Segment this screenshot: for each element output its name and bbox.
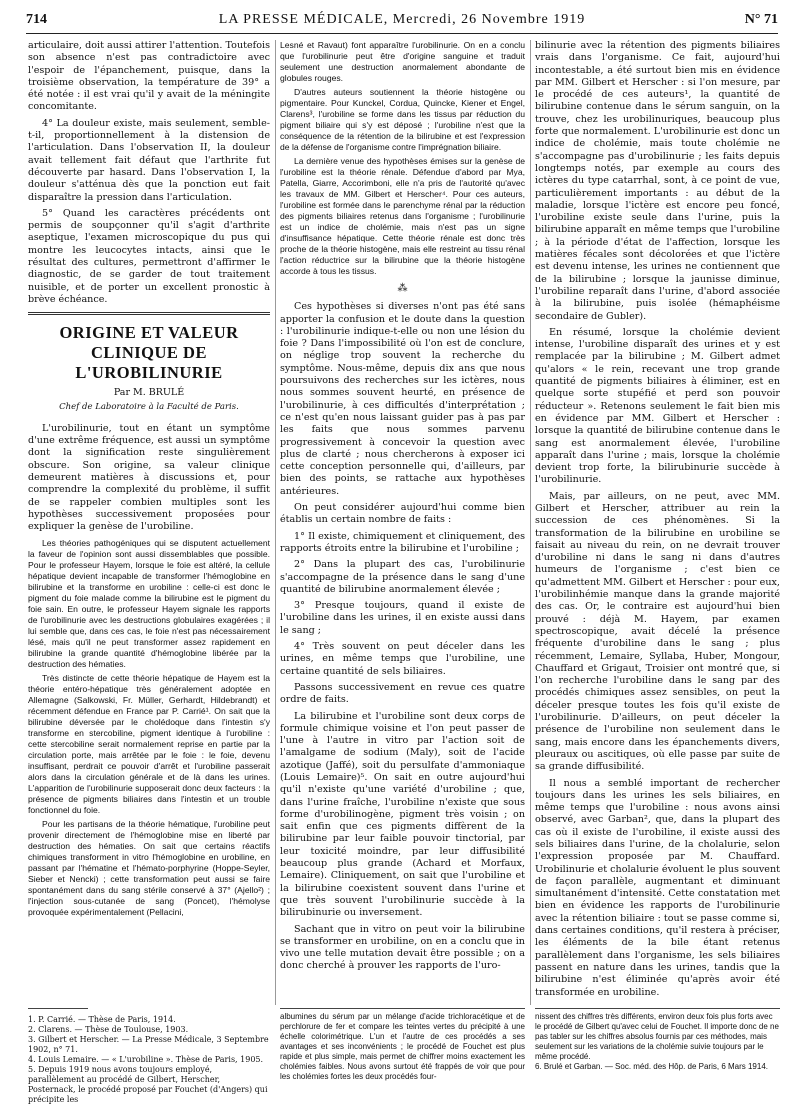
paragraph: Pour les partisans de la théorie hématique, l'urobiline peut provenir directement de l'hémoglobine mise en liberté par destruction des hématies. On sait que certains réactifs chimiques transforment in vitro l'hémoglobine en urobiline, en passant par l'hématine et l'hémato-porphyrine (Hoppe-Seyler, Sieber et Nencki) ; cette transformation peut aussi se faire spontanément dans du sang stérile conservé à 37° (Ajello²) ; l'injection sous-cutanée de sang (Poncet), l'hémolyse provoquée expérimentalement (Pellacini, <box>28 818 270 917</box>
footnotes-column-1 <box>28 1015 270 1105</box>
paragraph: articulaire, doit aussi attirer l'attention. Toutefois son absence n'est pas contradictoire avec l'espoir de l'épanchement, puisque, dans la troisième observation, la température de 39° a été notée : il est vrai qu'il y avait de la méningite concomitante. <box>28 40 270 113</box>
footnote: nissent des chiffres très différents, environ deux fois plus forts avec le procédé de Gilbert qu'avec celui de Fouchet. Il importe donc de ne pas tabler sur les chiffres absolus fournis par ces méthodes, mais seulement sur les variations de la cholémie suivie toujours par le même procédé. <box>535 1012 779 1061</box>
paragraph: On peut considérer aujourd'hui comme bien établis un certain nombre de faits : <box>280 502 525 526</box>
paragraph: La bilirubine et l'urobiline sont deux corps de formule chimique voisine et l'on peut passer de l'une à l'autre in vitro par l'action soit de l'amalgame de sodium (Maly), soit de l'acide azotique (Jaffé), soit du persulfate d'ammoniaque (Louis Lemaire)⁵. On sait en outre aujourd'hui qu'il n'existe qu'une variété d'urobiline ; que, dans l'urine fraîche, l'urobiline n'existe que sous forme d'urobilinogène, pigment très voisin ; on sait enfin que ces pigments diffèrent de la bilirubine par leur faible pouvoir tinctorial, par leur toxicité moindre, par leur diffusibilité beaucoup plus grande (Achard et Morfaux, Lemaire). Cliniquement, on sait que l'urobiline et la bilirubine coexistent souvent dans l'urine et que très souvent l'urobilinurie succède à la bilirubinurie ou inversement. <box>280 710 525 919</box>
paragraph: Mais, par ailleurs, on ne peut, avec MM. Gilbert et Herscher, attribuer au rein la succession de ces phénomènes. Si la transformation de la bilirubine en urobiline se faisait au niveau du rein, on ne devrait trouver d'urobiline ni dans le sang ni dans d'autres humeurs de l'organisme ; c'est bien ce qu'admettent MM. Gilbert et Herscher : pour eux, l'urobilinhémie manque dans la grande majorité des cas. Or, le contraire est aujourd'hui bien prouvé : déjà M. Hayem, par examen spectroscopique, avait décelé la présence fréquente d'urobiline dans le sang ; plus récemment, Lemaire, Syllaba, Huber, Mongour, Chauffard et Grigaut, Troisier ont montré que, si l'on recherche l'urobiline dans le sang par des procédés chimiques assez sensibles, on peut la déceler presque toutes les fois qu'il existe de l'urobilinurie. D'ailleurs, on peut déceler la présence de l'urobiline non seulement dans le sang, mais encore dans les épanchements divers, pleuraux ou ascitiques, où elle passe par suite de sa grande diffusibilité. <box>535 490 780 773</box>
article-author: Par M. BRULÉ <box>113 387 185 399</box>
column-1 <box>28 40 270 921</box>
footnote-rule <box>280 1008 525 1009</box>
list-item: 3° Presque toujours, quand il existe de l'urobiline dans les urines, il en existe aussi dans le sang ; <box>280 600 525 636</box>
paragraph: D'autres auteurs soutiennent la théorie histogène ou pigmentaire. Pour Kunckel, Cordua, Quincke, Kiener et Engel, Clarens³, l'urobiline se forme dans les tissus par réduction du pigment biliaire qui s'y est déposé ; l'urobiline n'est que la conséquence de la rétention de la bilirubine et est l'expression de la défense de l'organisme contre l'imprégnation biliaire. <box>280 87 525 152</box>
journal-title: LA PRESSE MÉDICALE, Mercredi, 26 Novembre 1919 <box>218 12 586 27</box>
issue-number: N° 71 <box>744 12 778 27</box>
paragraph: bilinurie avec la rétention des pigments biliaires vrais dans l'organisme. Ce fait, aujourd'hui incontestable, a été surtout bien mis en évidence par MM. Gilbert et Herscher : si l'on mesure, par le procédé de ces auteurs¹, la quantité de bilirubine contenue dans le sérum sanguin, on la trouve, chez les urobilinuriques, beaucoup plus forte que normalement. L'urobilinurie est donc un indice de cholémie, mais toute cholémie ne s'accompagne pas d'urobilinurie ; les faits depuis longtemps notés, par exemple au cours des ictères du type catarrhal, sont, à ce point de vue, particulièrement importants : au début de la maladie, lorsque l'ictère est encore peu foncé, l'urobiline existe seule dans l'urine, puis la bilirubine apparaît en même temps que l'urobiline ; à la période d'état de l'affection, lorsque les matières fécales sont décolorées et que l'ictère est devenu intense, les urines ne contiennent que de la bilirubine ; lorsque la jaunisse diminue, l'urobiline reparaît dans l'urine, d'abord associée à la bilirubine, puis isolée (hémaphéisme secondaire de Gubler). <box>535 40 780 322</box>
paragraph: La dernière venue des hypothèses émises sur la genèse de l'urobiline est la théorie rénale. Défendue d'abord par Mya, Patella, Giarre, Accorimboni, elle n'a pris de l'autorité qu'avec les travaux de MM. Gilbert et Herscher⁴. Pour ces auteurs, l'urobiline est formée dans le parenchyme rénal par la réduction des pigments biliaires retenus dans l'organisme ; l'urobilinurie est un indice de cholémie, mais n'est pas un signe d'insuffisance hépatique. Cette théorie rénale est donc très proche de la théorie histogène, mais elle restreint au tissu rénal l'action réductrice sur la bilirubine que la théorie histogène accorde à tous les tissus. <box>280 156 525 276</box>
intro-paragraph: L'urobilinurie, tout en étant un symptôme d'une extrême fréquence, est aussi un symptôme dont la signification reste singulièrement obscure. Son origine, sa valeur clinique demeurent matières à discussions et, pour comprendre la complexité du problème, il suffit de se rappeler combien multiples sont les hypothèses successivement proposées pour expliquer la genèse de l'urobiline. <box>28 422 270 533</box>
small-print-block <box>280 40 525 277</box>
paragraph: 4° La douleur existe, mais seulement, semble-t-il, proportionnellement à la distension de l'articulation. Dans l'observation II, la douleur avait tellement fait défaut que l'arthrite fut découverte par hasard. Dans l'observation I, la douleur s'atténua dès que la ponction eut fait disparaître la pression dans l'articulation. <box>28 117 270 203</box>
footnotes-column-2 <box>280 1012 525 1082</box>
paragraph: Passons successivement en revue ces quatre ordre de faits. <box>280 681 525 706</box>
paragraph: Lesné et Ravaut) font apparaître l'urobilinurie. On en a conclu que l'urobilinurie peut être d'origine sanguine et traduit seulement une destruction anormalement abondante de globules rouges. <box>280 40 525 83</box>
article-title: ORIGINE ET VALEUR CLINIQUE DE L'UROBILINURIE <box>59 323 239 383</box>
list-item: 1° Il existe, chimiquement et cliniquement, des rapports étroits entre la bilirubine et l'urobiline ; <box>280 530 525 554</box>
header-rule <box>26 33 778 34</box>
paragraph: Ces hypothèses si diverses n'ont pas été sans apporter la confusion et le doute dans la question : l'urobilinurie indique-t-elle ou non une lésion du foie ? Dans l'impossibilité où l'on est de conclure, on néglige trop souvent la recherche du symptôme. Nous-même, depuis dix ans que nous poursuivons des recherches sur les ictères, nous nous sommes souvent heurté, en présence de l'urobilinurie, à ces difficultés d'interprétation ; ce n'est qu'en nous laissant guider pas à pas par les faits que nous sommes parvenu progressivement à concevoir la question avec plus de clarté ; nous chercherons à exposer ici cette conception personnelle qui, d'ailleurs, par bien des points, se rattache aux hypothèses antérieures. <box>280 301 525 497</box>
footnote-rule <box>28 1008 88 1009</box>
footnote: 6. Brulé et Garban. — Soc. méd. des Hôp. de Paris, 6 Mars 1914. <box>535 1062 769 1071</box>
small-print-block <box>28 538 270 918</box>
paragraph: 5° Quand les caractères précédents ont permis de soupçonner qu'il s'agit d'arthrite aseptique, l'examen microscopique du pus qui montre les leucocytes intacts, ainsi que le résultat des cultures, permettront d'affirmer le diagnostic, de se garder de tout traitement nuisible, et de porter un excellent pronostic à brève échéance. <box>28 207 270 305</box>
column-divider <box>275 40 276 1005</box>
page-number: 714 <box>26 12 47 27</box>
paragraph: En résumé, lorsque la cholémie devient intense, l'urobiline disparaît des urines et y est remplacée par la bilirubine ; M. Gilbert admet qu'alors « le rein, recevant une trop grande quantité de pigments biliaires à éliminer, est en quelque sorte stupéfié et perd son pouvoir réducteur ». Retenons seulement le fait bien mis en évidence par MM. Gilbert et Herscher : lorsque la quantité de bilirubine contenue dans le sang est anormalement élevée, l'urobiline apparaît dans l'urine ; mais, lorsque la cholémie devient trop forte, la bilirubinurie succède à l'urobilinurie. <box>535 326 780 486</box>
section-rule <box>28 312 270 315</box>
paragraph: Très distincte de cette théorie hépatique de Hayem est la théorie entéro-hépatique très généralement adoptée en Allemagne (Salkowski, Fr. Müller, Gerhardt, Hildebrandt) et récemment défendue en France par P. Carrié¹. On sait que la bilirubine déversée par le cholédoque dans l'intestin s'y transforme en stercobiline, pigment identique à l'urobiline : cette stercobiline serait normalement reprise en partie par la circulation porte, mais arrêtée par le foie : le foie, devenu insuffisant, perdrait ce pouvoir d'arrêt et l'urobiline passerait alors dans la circulation générale et de là dans les urines. L'apparition de l'urobilinurie supposerait donc deux facteurs : la présence de pigments biliaires dans l'intestin et un trouble fonctionnel du foie. <box>28 672 270 815</box>
column-3 <box>535 40 780 1003</box>
section-asterism: ⁂ <box>397 283 408 294</box>
footnote-rule <box>535 1008 780 1009</box>
footnote: 4. Louis Lemaire. — « L'urobiline ». Thèse de Paris, 1905. <box>28 1055 264 1064</box>
paragraph: Sachant que in vitro on peut voir la bilirubine se transformer en urobiline, on en a conclu que in vivo une telle mutation devait être possible ; on a donc cherché à prouver les rapports de l'uro- <box>280 923 525 972</box>
footnote: 2. Clarens. — Thèse de Toulouse, 1903. <box>28 1025 189 1034</box>
paragraph: Il nous a semblé important de rechercher toujours dans les urines les sels biliaires, en même temps que l'urobiline : nous avons ainsi observé, avec Garban², que, dans la plupart des cas où il existe de l'urobiline, il existe aussi des sels biliaires dans l'urine, de la cholalurie, selon l'expression proposée par M. Chauffard. Urobilinurie et cholalurie évoluent le plus souvent de façon parallèle, augmentant et diminuant simultanément d'intensité. Cette constatation met bien en évidence les rapports de l'urobilinurie avec la rétention biliaire : tout se passe comme si, dans certaines conditions, qu'il restera à préciser, les éléments de la bile étant retenus parallèlement dans l'organisme, les sels biliaires passent en nature dans les urines, tandis que la bilirubine n'est éliminée qu'après avoir été transformée en urobiline. <box>535 777 780 998</box>
list-item: 4° Très souvent on peut déceler dans les urines, en même temps que l'urobiline, une certaine quantité de sels biliaires. <box>280 641 525 677</box>
list-item: 2° Dans la plupart des cas, l'urobilinurie s'accompagne de la présence dans le sang d'une quantité de bilirubine anormalement élevée ; <box>280 559 525 595</box>
footnotes-column-3 <box>535 1012 780 1072</box>
footnote: albumines du sérum par un mélange d'acide trichloracétique et de perchlorure de fer et compare les teintes vertes du précipité à une échelle colorimétrique. L'un et l'autre de ces procédés a ses avantages et ses inconvénients ; le procédé de Fouchet est plus rapide et plus simple, mais permet de chiffrer moins exactement les cholémies faibles. Nous avons surtout été frappés de voir que pour les cholémies fortes les deux procédés four- <box>280 1012 525 1081</box>
author-affiliation: Chef de Laboratoire à la Faculté de Paris. <box>59 401 239 412</box>
paragraph: Les théories pathogéniques qui se disputent actuellement la faveur de l'opinion sont aussi dissemblables que possible. Pour le professeur Hayem, lorsque le foie est altéré, la cellule hépatique devient incapable de transformer l'hémoglobine en bilirubine et la transforme en urobiline : celle-ci est donc le pigment du foie malade comme la bilirubine est le pigment du foie sain. En outre, le professeur Hayem signale les rapports de l'urobilinurie avec les destructions globulaires exagérées ; il lui semble que, dans ces cas, le foie n'est pas nécessairement lésé, mais qu'il ne peut transformer assez rapidement en bilirubine la grande quantité d'hémoglobine libérée par la destruction des hématies. <box>28 537 270 669</box>
page-header <box>26 10 778 32</box>
column-divider <box>530 40 531 1005</box>
footnote: 1. P. Carrié. — Thèse de Paris, 1914. <box>28 1015 176 1024</box>
footnote: 3. Gilbert et Herscher. — La Presse Médicale, 3 Septembre 1902, n° 71. <box>28 1035 269 1054</box>
column-2 <box>280 40 525 977</box>
footnote: 5. Depuis 1919 nous avons toujours employé, parallèlement au procédé de Gilbert, Herscher, Posternack, le procédé proposé par Fouchet (d'Angers) qui précipite les <box>28 1065 268 1104</box>
